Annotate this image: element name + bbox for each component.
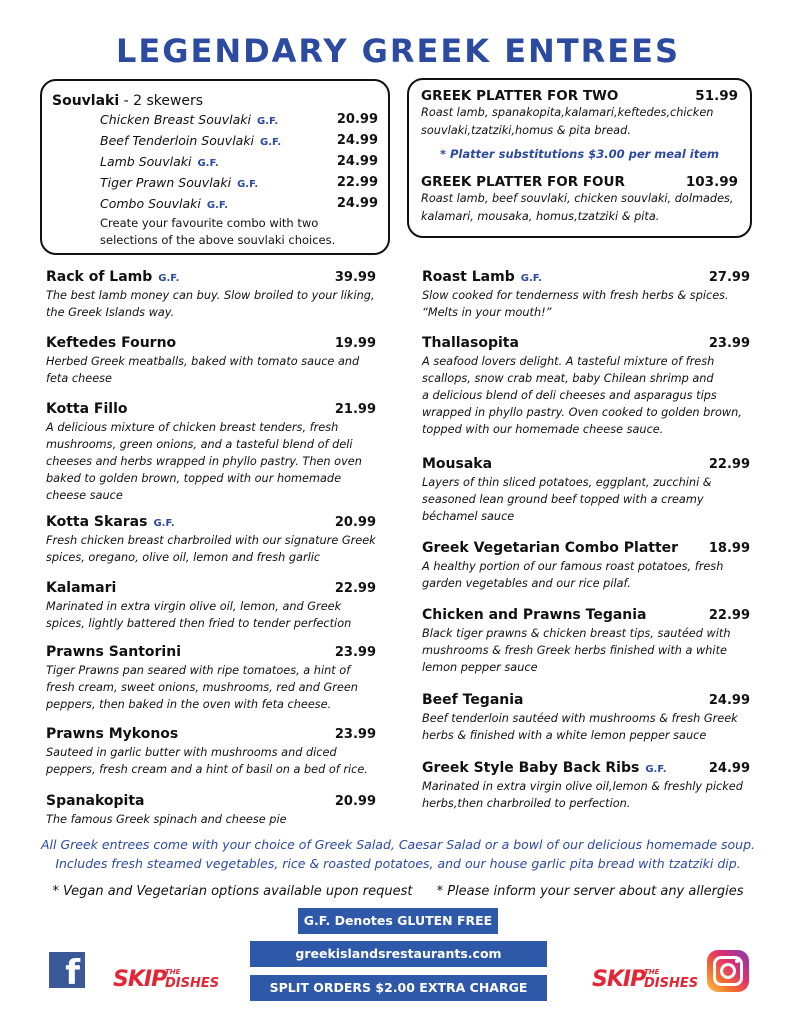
entree-description <box>422 287 750 321</box>
entree-heading <box>422 537 750 558</box>
souvlaki-note-line: selections of the above souvlaki choices. <box>100 233 336 247</box>
entree-name: Greek Vegetarian Combo Platter <box>422 540 679 556</box>
footer-options-notes <box>0 884 796 899</box>
entree-name: Rack of Lamb <box>46 269 153 285</box>
entree-heading <box>46 790 376 811</box>
entree-name: Beef Tegania <box>422 692 524 708</box>
entree-description-line: topped with our homemade cheese sauce. <box>422 423 664 436</box>
souvlaki-list <box>52 110 378 215</box>
entree-description-line: spices, oregano, olive oil, lemon and fresh garlic <box>46 551 321 564</box>
gluten-free-tag: G.F. <box>260 137 282 148</box>
platter-four-price: 103.99 <box>685 174 738 190</box>
souvlaki-item-name: Chicken Breast Souvlaki <box>100 112 252 127</box>
gluten-free-tag: G.F. <box>520 273 542 284</box>
menu-entree <box>46 511 376 566</box>
souvlaki-item-price: 24.99 <box>336 196 378 211</box>
entree-description-line: peppers, then baked in the oven with feta cheese. <box>46 698 332 711</box>
entree-description <box>422 710 750 744</box>
souvlaki-note <box>52 215 378 249</box>
entree-description-line: the Greek Islands way. <box>46 306 175 319</box>
gluten-free-tag: G.F. <box>645 764 667 775</box>
platter-four-name: GREEK PLATTER FOR FOUR <box>421 174 625 190</box>
entree-description-line: Tiger Prawns pan seared with ripe tomatoes, a hint of <box>46 664 351 677</box>
entree-heading <box>422 266 750 287</box>
entree-name: Roast Lamb <box>422 269 515 285</box>
entree-name: Thallasopita <box>422 335 519 351</box>
menu-entree <box>46 332 376 387</box>
skip-logo-word: SKIP <box>592 967 646 992</box>
menu-entree <box>46 398 376 504</box>
entree-price: 23.99 <box>334 727 376 742</box>
entree-heading <box>46 511 376 532</box>
entree-name: Spanakopita <box>46 793 145 809</box>
entree-description-line: Layers of thin sliced potatoes, eggplant, zucchini & <box>422 476 712 489</box>
entree-price: 22.99 <box>334 581 376 596</box>
entree-description-line: A delicious mixture of chicken breast tenders, fresh <box>46 421 339 434</box>
entree-name: Prawns Santorini <box>46 644 181 660</box>
menu-entree <box>422 604 750 676</box>
entree-heading <box>46 266 376 287</box>
entree-description-line: feta cheese <box>46 372 112 385</box>
souvlaki-item-price: 24.99 <box>336 133 378 148</box>
split-order-note: SPLIT ORDERS $2.00 EXTRA CHARGE <box>250 975 547 1001</box>
souvlaki-item-name: Combo Souvlaki <box>100 196 201 211</box>
entree-description-line: Slow cooked for tenderness with fresh herbs & spices. <box>422 289 729 302</box>
entree-description <box>46 662 376 713</box>
souvlaki-box <box>40 79 390 255</box>
entree-description-line: baked to golden brown, topped with our homemade <box>46 472 342 485</box>
entree-description-line: “Melts in your mouth!” <box>422 306 552 319</box>
entree-description-line: fresh cream, sweet onions, mushrooms, red and Green <box>46 681 358 694</box>
entree-heading <box>46 577 376 598</box>
entree-description <box>46 598 376 632</box>
entree-description-line: cheese sauce <box>46 489 123 502</box>
entree-heading <box>46 398 376 419</box>
menu-entree <box>46 577 376 632</box>
entree-description-line: The best lamb money can buy. Slow broiled to your liking, <box>46 289 375 302</box>
entree-price: 22.99 <box>708 608 750 623</box>
entree-description <box>422 778 750 812</box>
entree-name: Prawns Mykonos <box>46 726 179 742</box>
souvlaki-item <box>52 110 378 131</box>
entree-description-line: herbs & finished with a white lemon pepper sauce <box>422 729 707 742</box>
platter-substitution-note: * Platter substitutions $3.00 per meal item <box>439 147 720 161</box>
entree-heading <box>46 723 376 744</box>
entree-price: 24.99 <box>708 693 750 708</box>
entree-price: 20.99 <box>334 515 376 530</box>
skip-the-dishes-logo[interactable] <box>113 967 220 997</box>
entree-price: 23.99 <box>708 336 750 351</box>
platter-two-heading <box>421 88 738 104</box>
souvlaki-item-name: Lamb Souvlaki <box>100 154 192 169</box>
souvlaki-item <box>52 131 378 152</box>
platter-four-heading <box>421 174 738 190</box>
footer-includes-note: Includes fresh steamed vegetables, rice & roasted potatoes, and our house garlic pita bread with tzatziki dip. <box>55 856 741 871</box>
gluten-free-tag: G.F. <box>206 200 229 211</box>
platter-four-desc <box>421 190 738 226</box>
entree-description <box>422 625 750 676</box>
entree-description-line: A healthy portion of our famous roast potatoes, fresh <box>422 560 724 573</box>
entree-description-line: a delicious blend of deli cheeses and asparagus tips <box>422 389 717 402</box>
souvlaki-item <box>52 152 378 173</box>
souvlaki-item-price: 24.99 <box>336 154 378 169</box>
entree-description-line: mushrooms & fresh Greek herbs finished with a white <box>422 644 727 657</box>
gluten-free-legend: G.F. Denotes GLUTEN FREE <box>298 908 498 934</box>
gluten-free-tag: G.F. <box>197 158 219 169</box>
menu-entree <box>46 790 376 828</box>
website-link[interactable]: greekislandsrestaurants.com <box>250 941 547 967</box>
entree-description-line: A seafood lovers delight. A tasteful mixture of fresh <box>422 355 715 368</box>
instagram-dot <box>735 959 739 963</box>
menu-entree <box>422 453 750 525</box>
skip-the-dishes-logo[interactable] <box>592 967 699 997</box>
entree-description-line: The famous Greek spinach and cheese pie <box>46 813 287 826</box>
entree-description <box>422 558 750 592</box>
entree-description <box>46 287 376 321</box>
entree-price: 24.99 <box>708 761 750 776</box>
footer-sides-note: All Greek entrees come with your choice of Greek Salad, Caesar Salad or a bowl of our delicious homemade soup. <box>40 837 756 852</box>
entree-description-line: Herbed Greek meatballs, baked with tomato sauce and <box>46 355 360 368</box>
souvlaki-note-line: Create your favourite combo with two <box>100 216 319 230</box>
skip-logo-the: THE <box>644 968 660 976</box>
entree-name: Greek Style Baby Back Ribs <box>422 760 640 776</box>
entree-heading <box>422 453 750 474</box>
entree-description-line: béchamel sauce <box>422 510 515 523</box>
entree-description-line: cheeses and herbs wrapped in phyllo pastry. Then oven <box>46 455 362 468</box>
menu-entree <box>422 757 750 812</box>
entree-heading <box>422 757 750 778</box>
platter-box <box>407 78 752 238</box>
entree-heading <box>46 641 376 662</box>
souvlaki-item-price: 20.99 <box>336 112 378 127</box>
gluten-free-tag: G.F. <box>158 273 180 284</box>
entree-price: 20.99 <box>334 794 376 809</box>
entree-description-line: Sauteed in garlic butter with mushrooms and diced <box>46 746 337 759</box>
souvlaki-item-name: Beef Tenderloin Souvlaki <box>100 133 255 148</box>
entree-description <box>46 744 376 778</box>
instagram-lens <box>720 963 736 979</box>
skip-logo-word: SKIP <box>113 967 167 992</box>
platter-two-price: 51.99 <box>695 88 738 104</box>
menu-entree <box>422 266 750 321</box>
platter-two-name: GREEK PLATTER FOR TWO <box>421 88 619 104</box>
platter-two-desc-line: souvlaki,tzatziki,homus & pita bread. <box>421 124 631 137</box>
menu-entree <box>46 641 376 713</box>
entree-description <box>46 419 376 504</box>
menu-entree <box>422 689 750 744</box>
platter-two-desc-line: Roast lamb, spanakopita,kalamari,keftedes,chicken <box>421 106 714 119</box>
gluten-free-tag: G.F. <box>257 116 279 127</box>
entree-price: 39.99 <box>334 270 376 285</box>
entree-description-line: Marinated in extra virgin olive oil, lemon, and Greek <box>46 600 342 613</box>
souvlaki-name: Souvlaki <box>52 93 120 109</box>
entree-price: 22.99 <box>708 457 750 472</box>
menu-entree <box>422 537 750 592</box>
entree-name: Kotta Skaras <box>46 514 148 530</box>
entree-price: 19.99 <box>334 336 376 351</box>
entree-name: Kotta Fillo <box>46 401 128 417</box>
entree-description <box>46 353 376 387</box>
entree-description <box>46 811 376 828</box>
entree-description-line: Black tiger prawns & chicken breast tips, sautéed with <box>422 627 731 640</box>
entree-description-line: Marinated in extra virgin olive oil,lemon & freshly picked <box>422 780 743 793</box>
entree-price: 18.99 <box>708 541 750 556</box>
menu-entree <box>422 332 750 438</box>
menu-entree <box>46 266 376 321</box>
platter-four-desc-line: kalamari, mousaka, homus,tzatziki & pita. <box>421 210 660 223</box>
souvlaki-item-price: 22.99 <box>336 175 378 190</box>
entree-price: 21.99 <box>334 402 376 417</box>
entree-description-line: wrapped in phyllo pastry. Oven cooked to golden brown, <box>422 406 742 419</box>
entree-description-line: seasoned lean ground beef topped with a creamy <box>422 493 704 506</box>
souvlaki-heading <box>52 93 378 109</box>
platter-two-desc <box>421 104 738 140</box>
entree-heading <box>422 332 750 353</box>
entree-description-line: Fresh chicken breast charbroiled with our signature Greek <box>46 534 376 547</box>
souvlaki-item <box>52 173 378 194</box>
allergy-note: * Please inform your server about any allergies <box>436 884 744 899</box>
souvlaki-item <box>52 194 378 215</box>
entree-price: 27.99 <box>708 270 750 285</box>
entree-description <box>422 353 750 438</box>
menu-entree <box>46 723 376 778</box>
gluten-free-tag: G.F. <box>237 179 259 190</box>
entree-heading <box>46 332 376 353</box>
facebook-icon[interactable]: f <box>49 952 85 988</box>
entree-description-line: spices, lightly battered then fried to tender perfection <box>46 617 352 630</box>
entree-description <box>422 474 750 525</box>
skip-logo-dishes: DISHES <box>644 976 699 991</box>
entree-description-line: garden vegetables and our rice pilaf. <box>422 577 631 590</box>
entree-description-line: peppers, fresh cream and a hint of basil on a bed of rice. <box>46 763 368 776</box>
entree-heading <box>422 689 750 710</box>
vegan-note: * Vegan and Vegetarian options available upon request <box>52 884 413 899</box>
entree-description <box>46 532 376 566</box>
entree-description-line: herbs,then charbroiled to perfection. <box>422 797 631 810</box>
instagram-icon[interactable] <box>707 950 749 992</box>
entree-name: Kalamari <box>46 580 117 596</box>
entree-heading <box>422 604 750 625</box>
entree-name: Keftedes Fourno <box>46 335 177 351</box>
entree-name: Chicken and Prawns Tegania <box>422 607 647 623</box>
page-title: LEGENDARY GREEK ENTREES <box>115 32 681 70</box>
entree-description-line: Beef tenderloin sautéed with mushrooms & fresh Greek <box>422 712 738 725</box>
platter-four-desc-line: Roast lamb, beef souvlaki, chicken souvlaki, dolmades, <box>421 192 734 205</box>
souvlaki-subtitle: - 2 skewers <box>119 93 204 109</box>
skip-logo-the: THE <box>165 968 181 976</box>
entree-name: Mousaka <box>422 456 493 472</box>
souvlaki-item-name: Tiger Prawn Souvlaki <box>100 175 232 190</box>
entree-description-line: mushrooms, green onions, and a tasteful blend of deli <box>46 438 353 451</box>
entree-description-line: scallops, snow crab meat, baby Chilean shrimp and <box>422 372 714 385</box>
gluten-free-tag: G.F. <box>153 518 175 529</box>
entree-price: 23.99 <box>334 645 376 660</box>
skip-logo-dishes: DISHES <box>165 976 220 991</box>
entree-description-line: lemon pepper sauce <box>422 661 538 674</box>
